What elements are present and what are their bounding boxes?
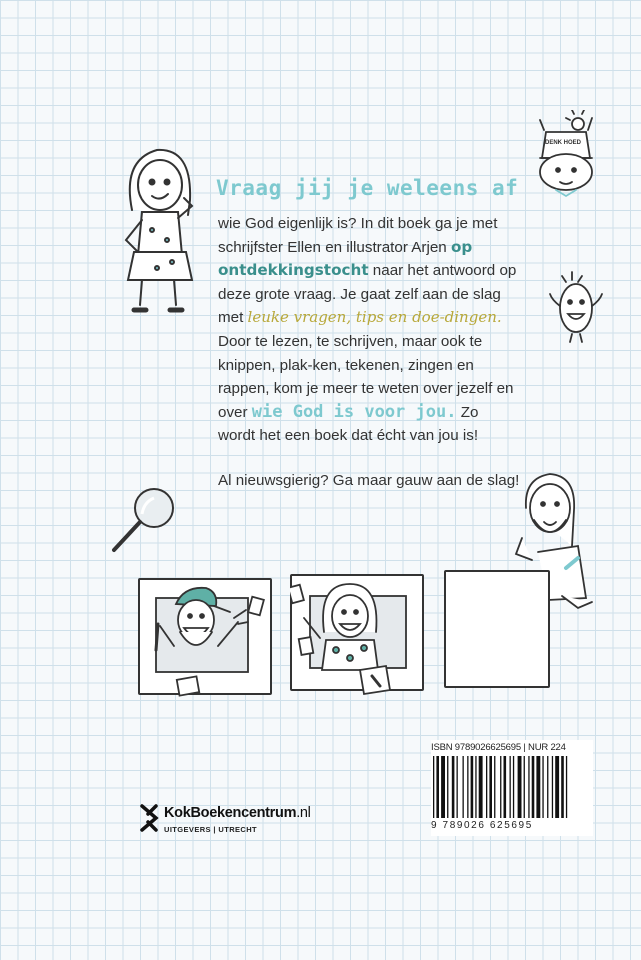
barcode-bar bbox=[513, 756, 514, 818]
highlight-leuke-vragen: leuke vragen, tips en doe-dingen. bbox=[247, 308, 502, 327]
barcode-bar bbox=[510, 756, 511, 818]
blurb-text-1: wie God eigenlijk is? In dit boek ga je met schrijfster Ellen en illustrator Arjen bbox=[218, 215, 498, 256]
barcode-bar bbox=[528, 756, 529, 818]
illustrator-illustration bbox=[138, 578, 272, 718]
barcode-bar bbox=[486, 756, 487, 818]
denk-hoed-label: DENK HOED bbox=[544, 140, 581, 146]
barcode-bar bbox=[447, 756, 448, 818]
publisher-logo-icon bbox=[136, 800, 162, 834]
barcode-bar bbox=[433, 756, 434, 818]
barcode-bars bbox=[431, 756, 593, 818]
blurb-text-3: Door te lezen, te schrijven, maar ook te knippen, plak-ken, tekenen, zingen en rappen, kom je meer te weten over jezelf en over bbox=[218, 332, 514, 421]
barcode-bar bbox=[436, 756, 439, 818]
highlight-op: op bbox=[450, 237, 473, 256]
blurb-text-2: naar het antwoord op deze grote vraag. Je gaat zelf aan de slag met bbox=[218, 262, 517, 327]
barcode-bar bbox=[547, 756, 548, 818]
barcode-number: 9 789026 625695 bbox=[431, 820, 533, 831]
publisher-subtitle: UITGEVERS | UTRECHT bbox=[164, 825, 258, 834]
barcode-bar bbox=[555, 756, 559, 818]
blurb-text-4: Zo wordt het een boek dat écht van jou is! bbox=[218, 403, 479, 445]
barcode-bar bbox=[463, 756, 464, 818]
highlight-ontdekkingstocht: ontdekkingstocht bbox=[218, 261, 369, 280]
barcode-bar bbox=[475, 756, 476, 818]
girl-illustration bbox=[112, 140, 212, 320]
barcode-bar bbox=[494, 756, 495, 818]
barcode-bar bbox=[504, 756, 507, 818]
barcode-bar bbox=[532, 756, 535, 818]
closing-line: Al nieuwsgierig? Ga maar gauw aan de slag! bbox=[218, 472, 520, 489]
barcode-bar bbox=[471, 756, 474, 818]
barcode-bar bbox=[536, 756, 540, 818]
blurb-paragraph bbox=[218, 212, 518, 448]
publisher-name-main: KokBoekencentrum bbox=[164, 805, 297, 821]
barcode-bar bbox=[467, 756, 468, 818]
barcode-bar bbox=[457, 756, 458, 818]
barcode-bar bbox=[489, 756, 492, 818]
thinking-hat-illustration bbox=[530, 110, 600, 200]
barcode-bar bbox=[542, 756, 543, 818]
barcode-block bbox=[431, 740, 593, 836]
barcode-bar bbox=[500, 756, 501, 818]
isbn-line: ISBN 9789026625695 | NUR 224 bbox=[431, 742, 566, 753]
barcode-bar bbox=[452, 756, 455, 818]
publisher-name-tld: .nl bbox=[296, 805, 311, 821]
barcode-bar bbox=[441, 756, 445, 818]
barcode-bar bbox=[518, 756, 522, 818]
barcode-bar bbox=[561, 756, 564, 818]
highlight-wie-god: wie God is voor jou. bbox=[251, 401, 457, 422]
publisher-name bbox=[164, 805, 311, 821]
barcode-bar bbox=[552, 756, 553, 818]
barcode-bar bbox=[479, 756, 483, 818]
headline: Vraag jij je weleens af bbox=[216, 176, 519, 200]
empty-frame bbox=[444, 570, 550, 688]
barcode-bar bbox=[566, 756, 567, 818]
magnifying-glass-illustration bbox=[108, 486, 178, 556]
happy-egg-illustration bbox=[542, 268, 612, 348]
barcode-bar bbox=[524, 756, 525, 818]
writer-illustration bbox=[290, 574, 430, 714]
